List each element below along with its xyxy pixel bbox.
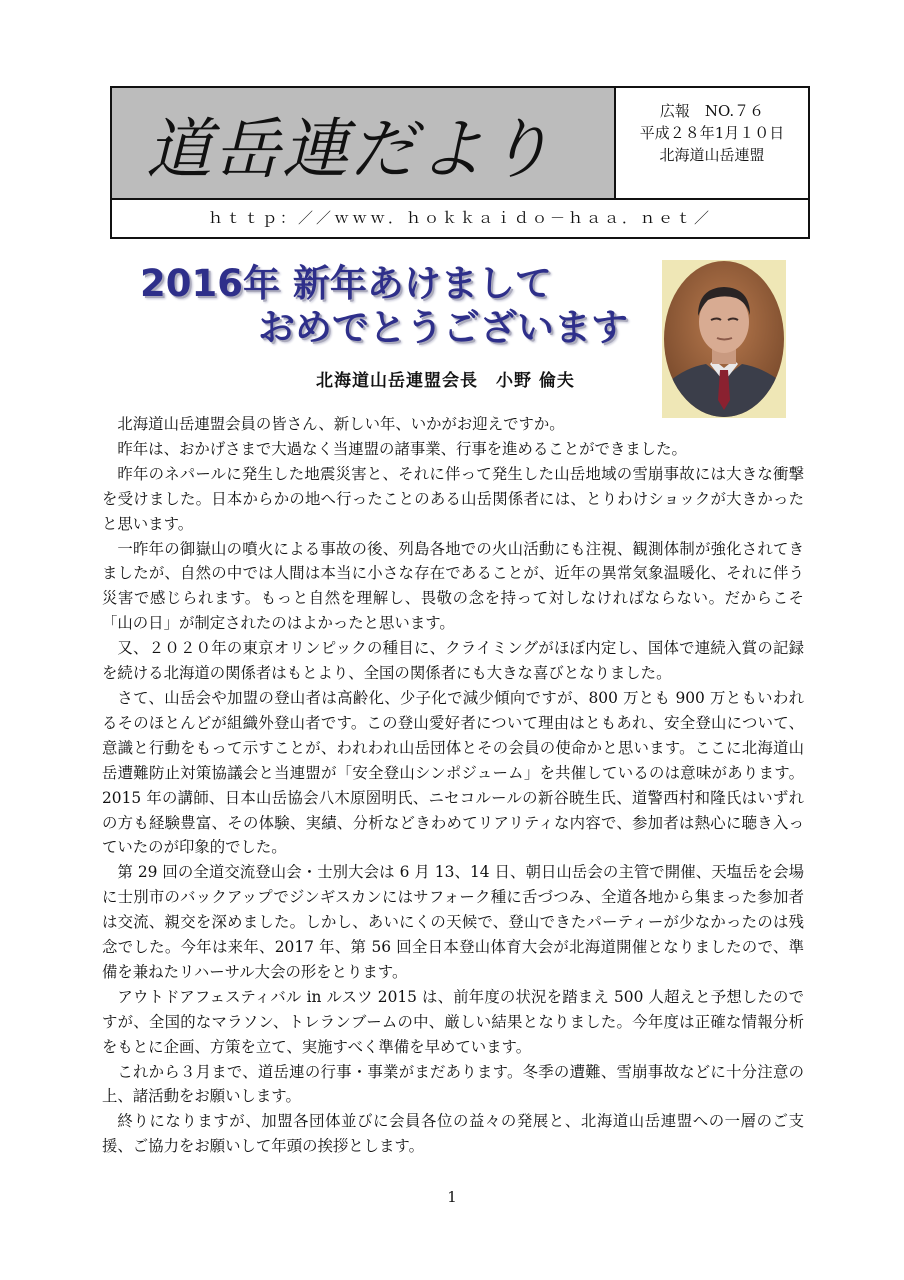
masthead (110, 86, 810, 239)
issue-date: 平成２８年1月１０日 (639, 124, 785, 142)
website-url[interactable]: ｈｔｔｐ：／／ｗｗｗ．ｈｏｋｋａｉｄｏ－ｈａａ．ｎｅｔ／ (207, 209, 712, 227)
article-body (102, 412, 804, 1159)
issue-number: 広報 NO.７６ (659, 102, 765, 120)
author-portrait (662, 260, 786, 418)
paragraph: 第 29 回の全道交流登山会・士別大会は 6 月 13、14 日、朝日山岳会の主管で開催、天塩岳を会場に士別市のバックアップでジンギスカンにはサフォーク種に舌づつみ、全道各地から集まった参加者は交流、親交を深めました。しかし、あいにくの天候で、登山できたパーティーが少なかったのは残念でした。今年は来年、2017 年、第 56 回全日本登山体育大会が北海道開催となりましたので、準備を兼ねたリハーサル大会の形をとります。 (102, 863, 804, 981)
author-name: 北海道山岳連盟会長 小野 倫夫 (316, 371, 575, 391)
newsletter-title-box (112, 88, 616, 200)
paragraph: 昨年は、おかげさまで大過なく当連盟の諸事業、行事を進めることができました。 (117, 439, 687, 458)
page-number: 1 (447, 1188, 457, 1206)
headline (140, 262, 640, 350)
headline-line-2: おめでとうございます (258, 306, 628, 349)
issue-info (616, 88, 808, 200)
portrait-photo-icon (662, 260, 786, 418)
paragraph: 一昨年の御嶽山の噴火による事故の後、列島各地での火山活動にも注視、観測体制が強化されてきましたが、自然の中では人間は本当に小さな存在であることが、近年の異常気象温暖化、それに伴う災害で感じられます。もっと自然を理解し、畏敬の念を持って対しなければならない。だからこそ「山の日」が制定されたのはよかったと思います。 (102, 539, 804, 633)
newsletter-title: 道岳連だより (146, 111, 554, 188)
paragraph: アウトドアフェスティバル in ルスツ 2015 は、前年度の状況を踏まえ 500 人超えと予想したのですが、全国的なマラソン、トレランブームの中、厳しい結果となりました。今年度は正確な情報分析をもとに企画、方策を立て、実施すべく準備を早めています。 (102, 987, 804, 1056)
paragraph: 昨年のネパールに発生した地震災害と、それに伴って発生した山岳地域の雪崩事故には大きな衝撃を受けました。日本からかの地へ行ったことのある山岳関係者には、とりわけショックが大きかったと思います。 (102, 464, 804, 533)
paragraph: 北海道山岳連盟会員の皆さん、新しい年、いかがお迎えですか。 (117, 415, 565, 433)
publisher: 北海道山岳連盟 (659, 146, 765, 164)
headline-line-1: 2016年 新年あけまして (140, 262, 552, 305)
paragraph: 又、２０２０年の東京オリンピックの種目に、クライミングがほぼ内定し、国体で連続入賞の記録を続ける北海道の関係者はもとより、全国の関係者にも大きな喜びとなりました。 (102, 639, 804, 683)
paragraph: 終りになりますが、加盟各団体並びに会員各位の益々の発展と、北海道山岳連盟への一層のご支援、ご協力をお願いして年頭の挨拶とします。 (102, 1112, 804, 1156)
paragraph: さて、山岳会や加盟の登山者は高齢化、少子化で減少傾向ですが、800 万とも 900 万ともいわれるそのほとんどが組織外登山者です。この登山愛好者について理由はともあれ、安全登山について、意識と行動をもって示すことが、われわれ山岳団体とその会員の使命かと思います。ここに北海道山岳遭難防止対策協議会と当連盟が「安全登山シンポジューム」を共催しているのは意味があります。2015 年の講師、日本山岳協会八木原圀明氏、ニセコルールの新谷暁生氏、道警西村和隆氏はいずれの方も経験豊富、その体験、実績、分析などきわめてリアリティな内容で、参加者は熱心に聴き入っていたのが印象的でした。 (102, 688, 804, 857)
paragraph: これから３月まで、道岳連の行事・事業がまだあります。冬季の遭難、雪崩事故などに十分注意の上、諸活動をお願いします。 (102, 1062, 804, 1106)
